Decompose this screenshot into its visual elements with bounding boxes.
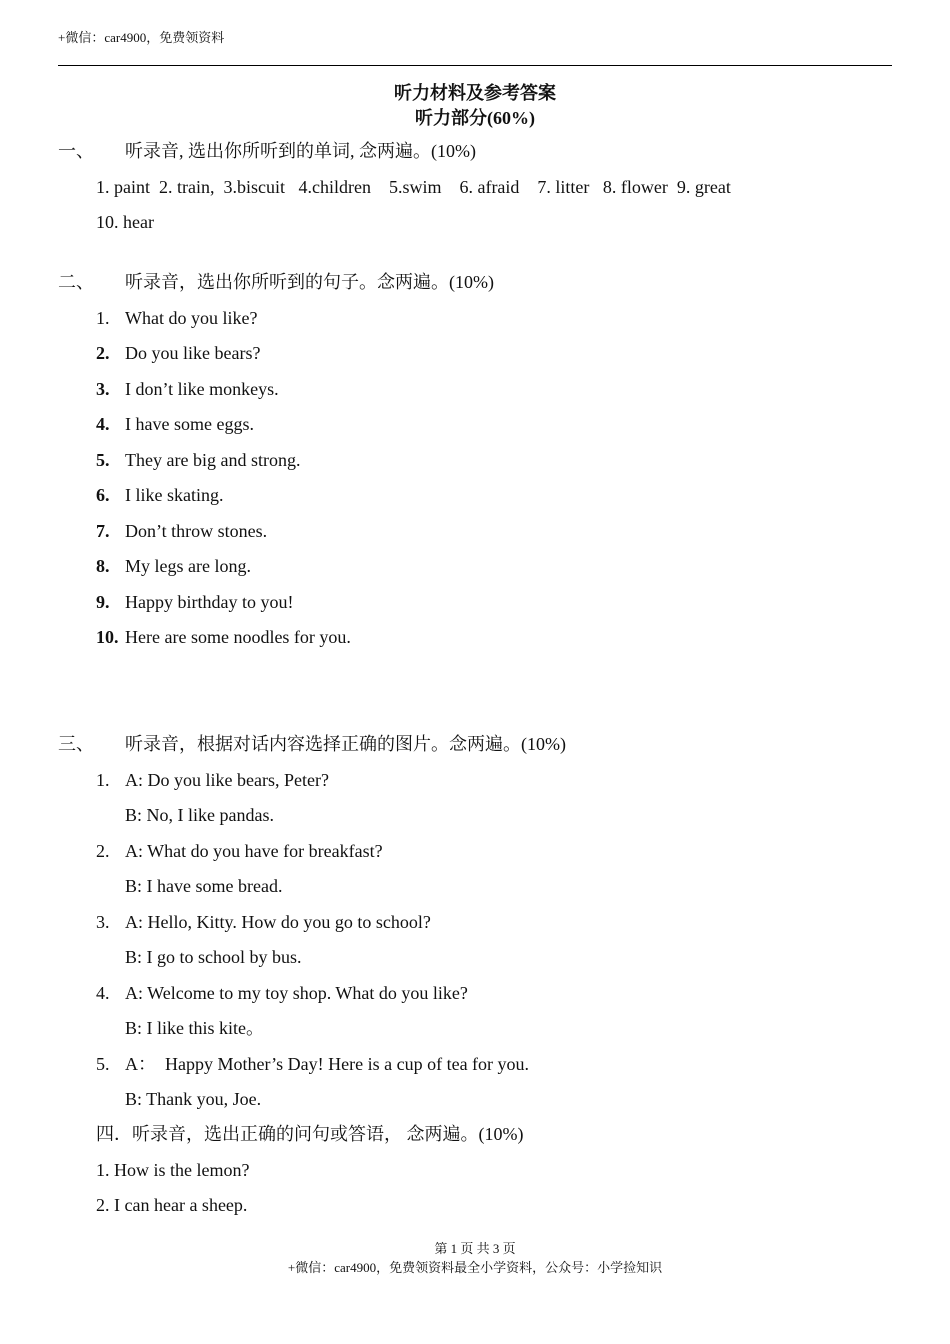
section1-heading: 听录音, 选出你所听到的单词, 念两遍。(10%) (125, 141, 476, 161)
section2-item-2-number: 2. (96, 343, 110, 363)
section1-words-line2: 10. hear (96, 212, 154, 232)
section2-item-3-text: I don’t like monkeys. (125, 379, 279, 399)
section3-heading: 听录音，根据对话内容选择正确的图片。念两遍。(10%) (125, 734, 566, 754)
section2-item-10-text: Here are some noodles for you. (125, 627, 351, 647)
section3-item-1-number: 1. (96, 770, 110, 790)
header-divider (58, 65, 892, 66)
section2-item-10-number: 10. (96, 627, 119, 647)
section2-item-1-number: 1. (96, 308, 110, 328)
section2-item-8-number: 8. (96, 556, 110, 576)
section3-item-3-line-a: A: Hello, Kitty. How do you go to school? (125, 912, 431, 932)
section3-item-4-line-b: B: I like this kite。 (125, 1018, 264, 1038)
section1-words-line1: 1. paint 2. train, 3.biscuit 4.children 5.swim 6. afraid 7. litter 8. flower 9. great (96, 177, 731, 197)
section2-item-3-number: 3. (96, 379, 110, 399)
page-subtitle: 听力部分(60%) (415, 108, 535, 128)
section3-item-5-number: 5. (96, 1054, 110, 1074)
section2-item-7-number: 7. (96, 521, 110, 541)
section2-item-4-number: 4. (96, 414, 110, 434)
section3-item-3-number: 3. (96, 912, 110, 932)
section3-item-3-line-b: B: I go to school by bus. (125, 947, 302, 967)
section1-number: 一、 (58, 141, 94, 161)
section3-item-2-number: 2. (96, 841, 110, 861)
section3-item-4-line-a: A: Welcome to my toy shop. What do you like? (125, 983, 468, 1003)
section2-item-5-number: 5. (96, 450, 110, 470)
section3-item-1-line-a: A: Do you like bears, Peter? (125, 770, 329, 790)
section4-item-2: 2. I can hear a sheep. (96, 1195, 248, 1215)
footer-page-number: 第 1 页 共 3 页 (434, 1241, 516, 1256)
section3-item-5-line-a: A： Happy Mother’s Day! Here is a cup of tea for you. (125, 1054, 530, 1074)
section2-heading: 听录音，选出你所听到的句子。念两遍。(10%) (125, 272, 494, 292)
section2-item-6-text: I like skating. (125, 485, 224, 505)
section4-heading: 四．听录音，选出正确的问句或答语， 念两遍。(10%) (96, 1124, 524, 1144)
section2-item-4-text: I have some eggs. (125, 414, 254, 434)
section2-item-7-text: Don’t throw stones. (125, 521, 268, 541)
section3-number: 三、 (58, 734, 94, 754)
section2-item-8-text: My legs are long. (125, 556, 251, 576)
footer-note: +微信：car4900，免费领资料最全小学资料，公众号：小学捡知识 (287, 1260, 663, 1275)
section4-item-1: 1. How is the lemon? (96, 1160, 250, 1180)
section2-number: 二、 (58, 272, 94, 292)
section3-item-5-line-b: B: Thank you, Joe. (125, 1089, 262, 1109)
section2-item-9-text: Happy birthday to you! (125, 592, 294, 612)
section3-item-2-line-b: B: I have some bread. (125, 876, 283, 896)
section3-item-4-number: 4. (96, 983, 110, 1003)
section2-item-6-number: 6. (96, 485, 110, 505)
header-note: +微信：car4900，免费领资料 (58, 30, 225, 45)
section2-item-5-text: They are big and strong. (125, 450, 301, 470)
section2-item-2-text: Do you like bears? (125, 343, 261, 363)
section2-item-9-number: 9. (96, 592, 110, 612)
section3-item-1-line-b: B: No, I like pandas. (125, 805, 274, 825)
page-title: 听力材料及参考答案 (394, 83, 556, 103)
section3-item-2-line-a: A: What do you have for breakfast? (125, 841, 383, 861)
section2-item-1-text: What do you like? (125, 308, 258, 328)
